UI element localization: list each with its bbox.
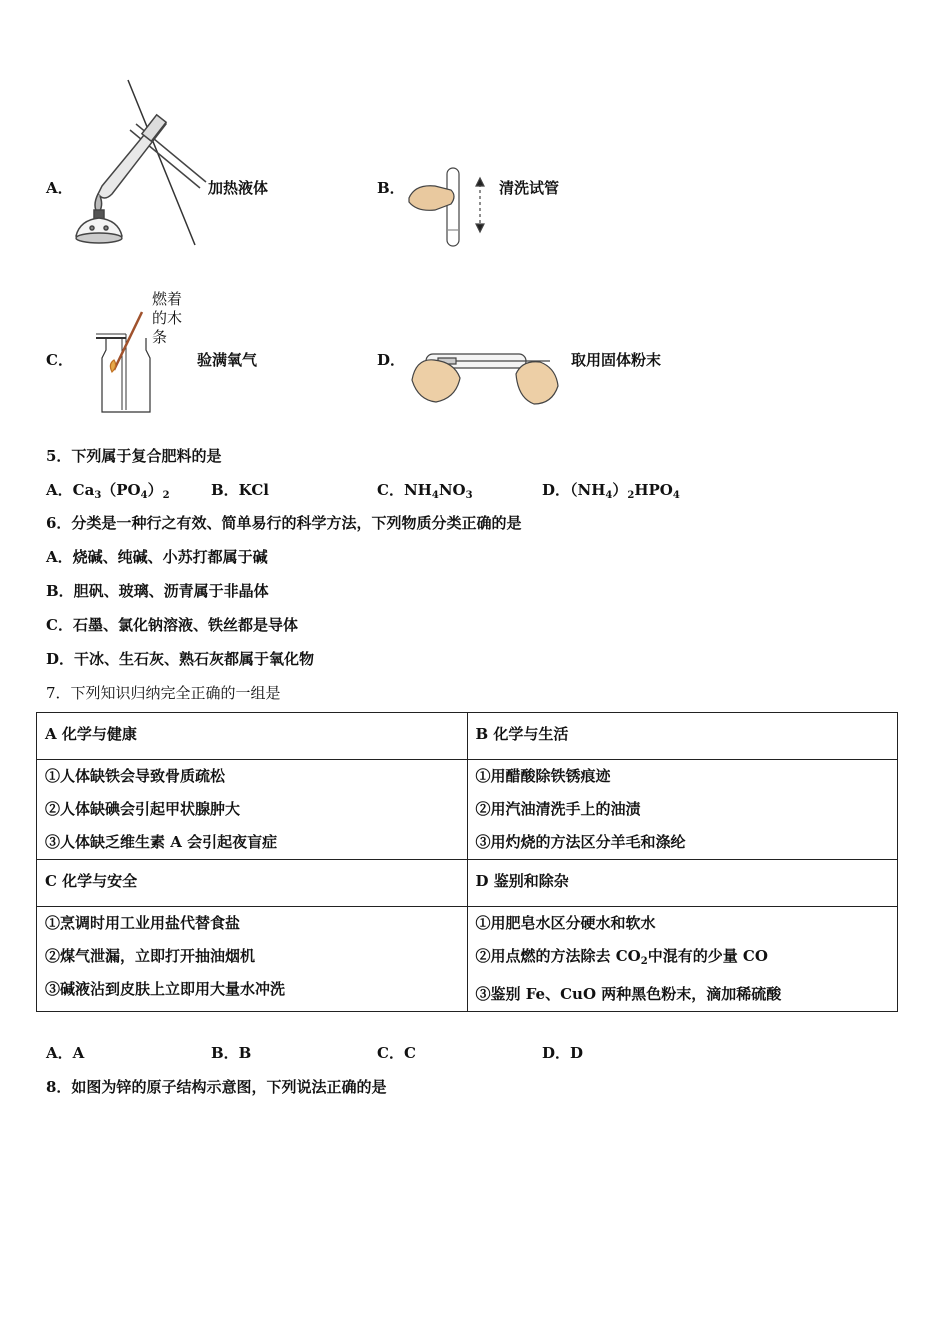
q4-option-a-label: A． <box>46 179 73 197</box>
q7-option-a: A．A <box>46 1044 85 1062</box>
q5-option-b: B．KCl <box>211 481 269 499</box>
q4-option-d-caption: 取用固体粉末 <box>571 351 662 369</box>
q7-option-c: C．C <box>377 1044 416 1062</box>
table-cell-a-items: ①人体缺铁会导致骨质疏松 ②人体缺碘会引起甲状腺肿大 ③人体缺乏维生素 A 会引起夜盲症 <box>37 760 468 860</box>
table-cell-b-title: B 化学与生活 <box>467 713 898 760</box>
q4-option-b-caption: 清洗试管 <box>499 179 560 197</box>
q4-option-a-caption: 加热液体 <box>208 179 269 197</box>
q7-stem: 7．下列知识归纳完全正确的一组是 <box>46 684 281 702</box>
q6-option-d: D．干冰、生石灰、熟石灰都属于氧化物 <box>46 650 315 668</box>
q5-option-d: D．$(NH_4)_2HPO_4$ <box>542 481 680 501</box>
q7-option-b: B．B <box>211 1044 252 1062</box>
table-cell-c-title: C 化学与安全 <box>37 860 468 907</box>
table-cell-b-items: ①用醋酸除铁锈痕迹 ②用汽油清洗手上的油渍 ③用灼烧的方法区分羊毛和涤纶 <box>467 760 898 860</box>
heating-liquid-figure <box>70 110 210 250</box>
q4-option-c-caption: 验满氧气 <box>197 351 258 369</box>
q6-option-a: A．烧碱、纯碱、小苏打都属于碱 <box>46 548 268 566</box>
table-cell-a-title: A 化学与健康 <box>37 713 468 760</box>
q4-option-c-label: C． <box>46 351 73 369</box>
q4-option-d-label: D． <box>377 351 406 369</box>
q4-option-c-figure-label: 燃着 的木 条 <box>152 290 183 346</box>
cleaning-test-tube-figure <box>405 166 495 256</box>
q6-option-b: B．胆矾、玻璃、沥青属于非晶体 <box>46 582 269 600</box>
taking-solid-powder-figure <box>410 340 560 414</box>
q5-option-c: C．$NH_4NO_3$ <box>377 481 473 501</box>
q7-knowledge-table <box>36 712 898 1012</box>
q6-option-c: C．石墨、氯化钠溶液、铁丝都是导体 <box>46 616 298 634</box>
q8-stem: 8．如图为锌的原子结构示意图，下列说法正确的是 <box>46 1078 387 1096</box>
q5-option-a: A．$Ca_3(PO_4)_2$ <box>46 481 170 501</box>
q4-option-b-label: B． <box>377 179 405 197</box>
table-cell-d-title: D 鉴别和除杂 <box>467 860 898 907</box>
table-cell-c-items: ①烹调时用工业用盐代替食盐 ②煤气泄漏，立即打开抽油烟机 ③碱液沾到皮肤上立即用大量水冲洗 <box>37 907 468 1012</box>
q7-option-d: D．D <box>542 1044 584 1062</box>
q5-stem: 5．下列属于复合肥料的是 <box>46 447 222 465</box>
table-cell-d-items: ①用肥皂水区分硬水和软水 ②用点燃的方法除去 $CO_2$中混有的少量 CO ③鉴别 Fe、CuO 两种黑色粉末，滴加稀硫酸 <box>467 907 898 1012</box>
q6-stem: 6．分类是一种行之有效、简单易行的科学方法，下列物质分类正确的是 <box>46 514 522 532</box>
